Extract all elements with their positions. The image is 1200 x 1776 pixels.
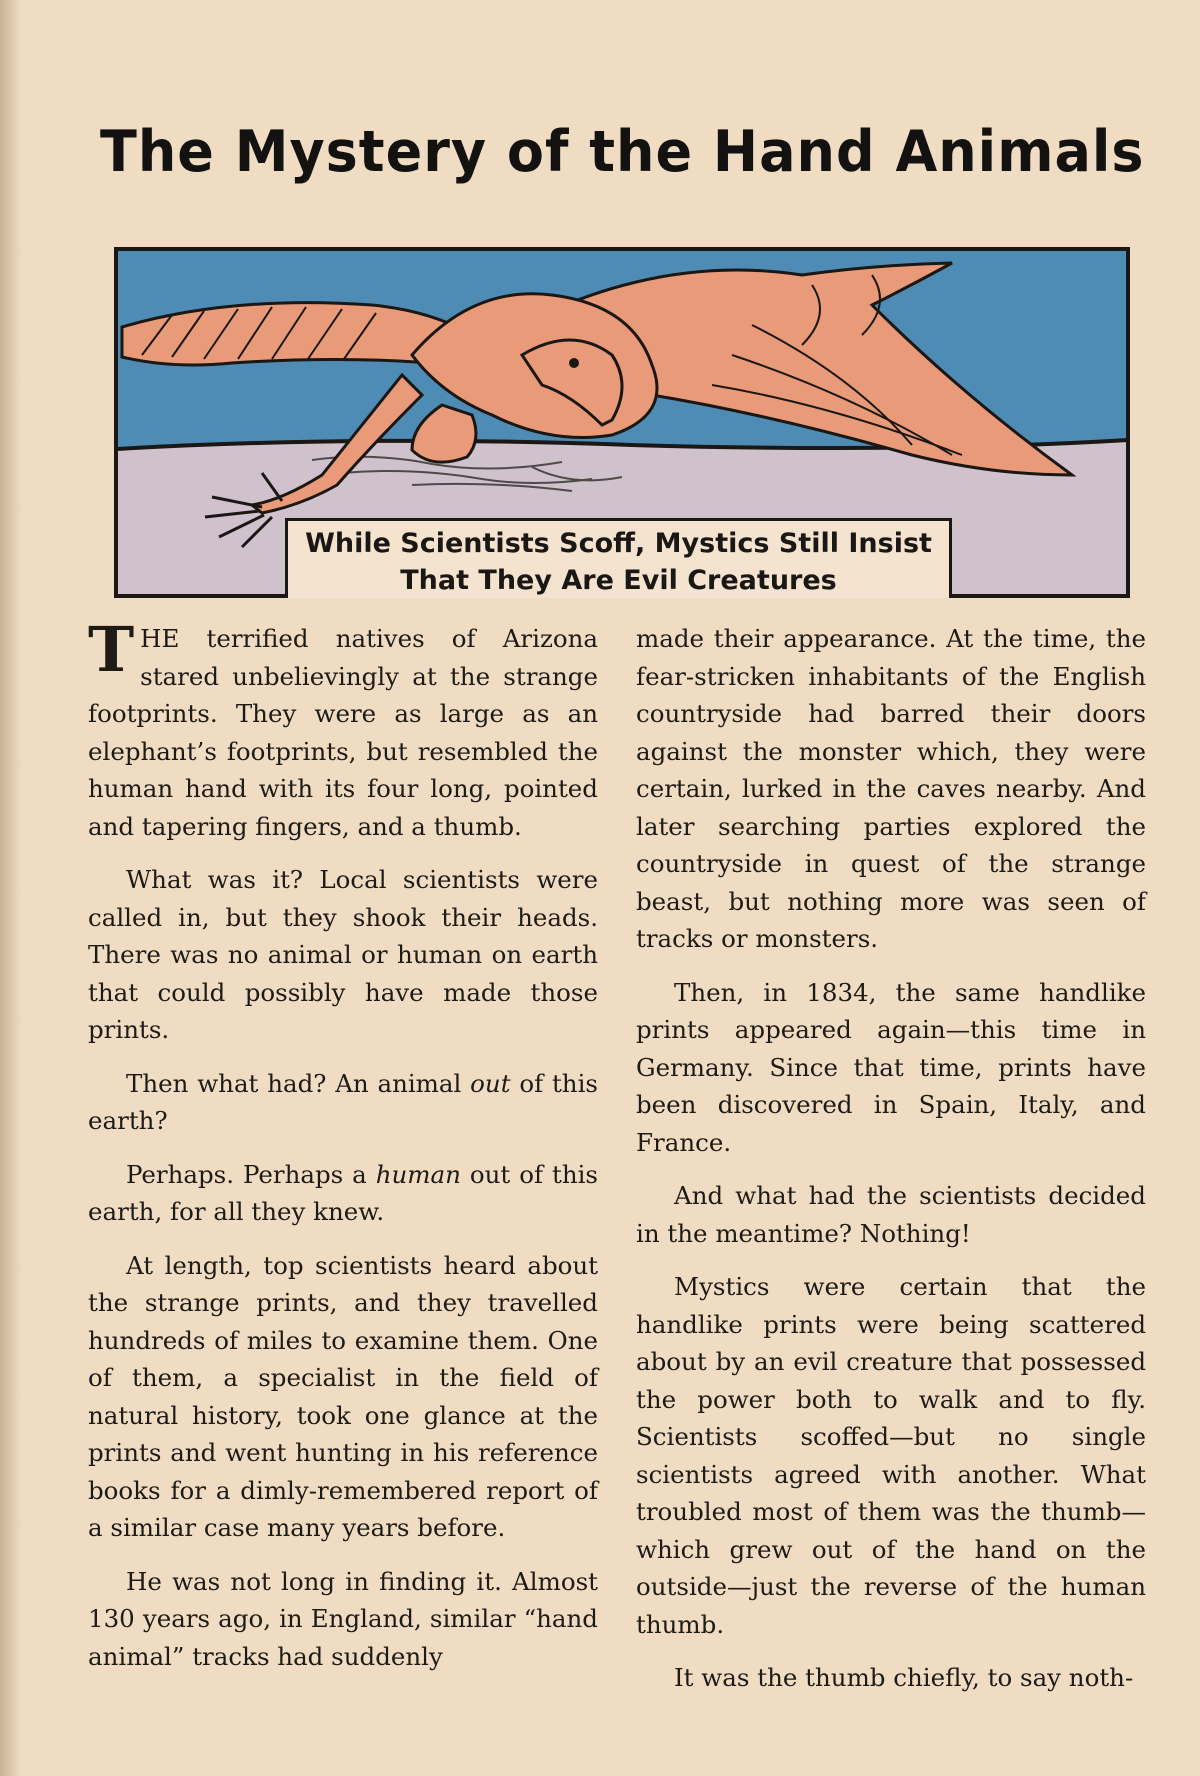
article-title: The Mystery of the Hand Animals [100, 118, 1145, 185]
paragraph [88, 1065, 598, 1140]
drop-cap: T [88, 613, 135, 686]
paragraph: At length, top scientists heard about the strange prints, and they travelled hundreds of miles to examine them. One of them, a specialist in the field of natural history, took one glance at the prints and went hunting in his reference books for a dimly-remembered report of a similar case many years before. [88, 1250, 598, 1542]
paragraph-text: out of this earth, for all they knew. [88, 1159, 599, 1226]
illustration-caption [285, 518, 952, 598]
paragraph-text: HE terrified natives of Arizona stared unbelievingly at the strange footprints. They were as large as an elephant’s footprints, but resembled the human hand with its four long, pointed and tapering fingers, and a thumb. [88, 624, 598, 841]
paragraph: What was it? Local scientists were called in, but they shook their heads. There was no animal or human on earth that could possibly have made those prints. [88, 865, 598, 1044]
paragraph: Then, in 1834, the same handlike prints appeared again—this time in Germany. Since that time, prints have been discovered in Spain, Italy, and France. [636, 977, 1146, 1157]
page-binding-shadow [0, 0, 22, 1776]
paragraph-text: of this earth? [88, 1068, 598, 1135]
paragraph: made their appearance. At the time, the fear-stricken inhabitants of the English countryside had barred their doors against the monster which, they were certain, lurked in the caves nearby. And later searching parties explored the countryside in quest of the strange beast, but nothing more was seen of tracks or monsters. [636, 624, 1146, 953]
paragraph: It was the thumb chiefly, to say noth- [674, 1663, 1134, 1692]
article-column-right [636, 620, 1146, 1713]
caption-line-1: While Scientists Scoff, Mystics Still Insist [305, 528, 932, 559]
emphasis-text: out [470, 1068, 511, 1098]
paragraph [88, 1156, 598, 1231]
paragraph: Mystics were certain that the handlike prints were being scattered about by an evil creature that possessed the power both to walk and to fly. Scientists scoffed—but no single scientists agreed with another. What troubled most of them was the thumb—which grew out of the hand on the outside—just the reverse of the human thumb. [636, 1272, 1146, 1639]
paragraph: And what had the scientists decided in the meantime? Nothing! [636, 1181, 1146, 1248]
article-column-left [88, 613, 599, 1691]
paragraph-text: Then what had? An animal [126, 1068, 471, 1098]
paragraph-text: Perhaps. Perhaps a [126, 1159, 376, 1189]
emphasis-text: human [375, 1159, 461, 1189]
paragraph: He was not long in finding it. Almost 130 years ago, in England, similar “hand animal” tracks had suddenly [88, 1566, 598, 1671]
paragraph [88, 613, 598, 845]
caption-line-2: That They Are Evil Creatures [400, 565, 837, 596]
